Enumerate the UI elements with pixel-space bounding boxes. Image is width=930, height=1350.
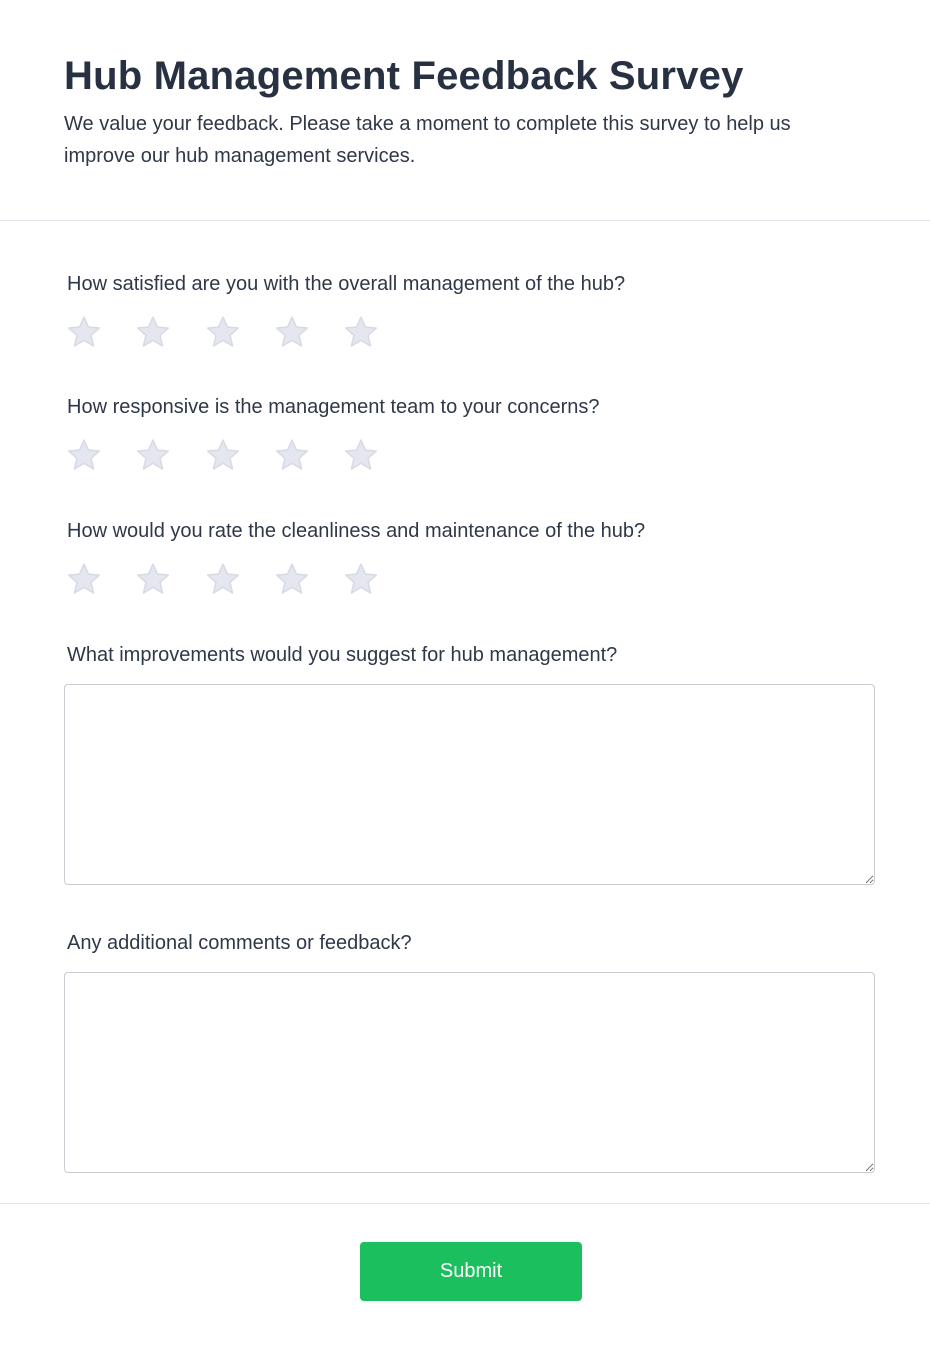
- star-icon[interactable]: [64, 313, 104, 353]
- star-icon[interactable]: [272, 560, 312, 600]
- star-icon[interactable]: [133, 436, 173, 476]
- question-5-label: Any additional comments or feedback?: [67, 932, 412, 954]
- star-icon[interactable]: [203, 560, 243, 600]
- star-icon[interactable]: [64, 436, 104, 476]
- star-icon[interactable]: [341, 436, 381, 476]
- star-icon[interactable]: [203, 313, 243, 353]
- rating-overall-management: [64, 313, 394, 353]
- page-subtitle: We value your feedback. Please take a moment to complete this survey to help us improve our hub management services.: [64, 113, 791, 167]
- page-title: Hub Management Feedback Survey: [64, 54, 744, 98]
- rating-team-responsiveness: [64, 436, 394, 476]
- star-icon[interactable]: [272, 313, 312, 353]
- additional-comments-textarea[interactable]: [64, 972, 875, 1173]
- star-icon[interactable]: [133, 560, 173, 600]
- star-icon[interactable]: [341, 560, 381, 600]
- rating-cleanliness-maintenance: [64, 560, 394, 600]
- star-icon[interactable]: [272, 436, 312, 476]
- question-2-label: How responsive is the management team to your concerns?: [67, 396, 600, 418]
- question-1-label: How satisfied are you with the overall management of the hub?: [67, 273, 626, 295]
- star-icon[interactable]: [203, 436, 243, 476]
- submit-button[interactable]: Submit: [360, 1242, 582, 1301]
- star-icon[interactable]: [133, 313, 173, 353]
- question-3-label: How would you rate the cleanliness and maintenance of the hub?: [67, 520, 646, 542]
- star-icon[interactable]: [64, 560, 104, 600]
- star-icon[interactable]: [341, 313, 381, 353]
- survey-header: [0, 0, 930, 221]
- footer-divider: [0, 1203, 930, 1204]
- improvements-textarea[interactable]: [64, 684, 875, 885]
- question-4-label: What improvements would you suggest for hub management?: [67, 644, 618, 666]
